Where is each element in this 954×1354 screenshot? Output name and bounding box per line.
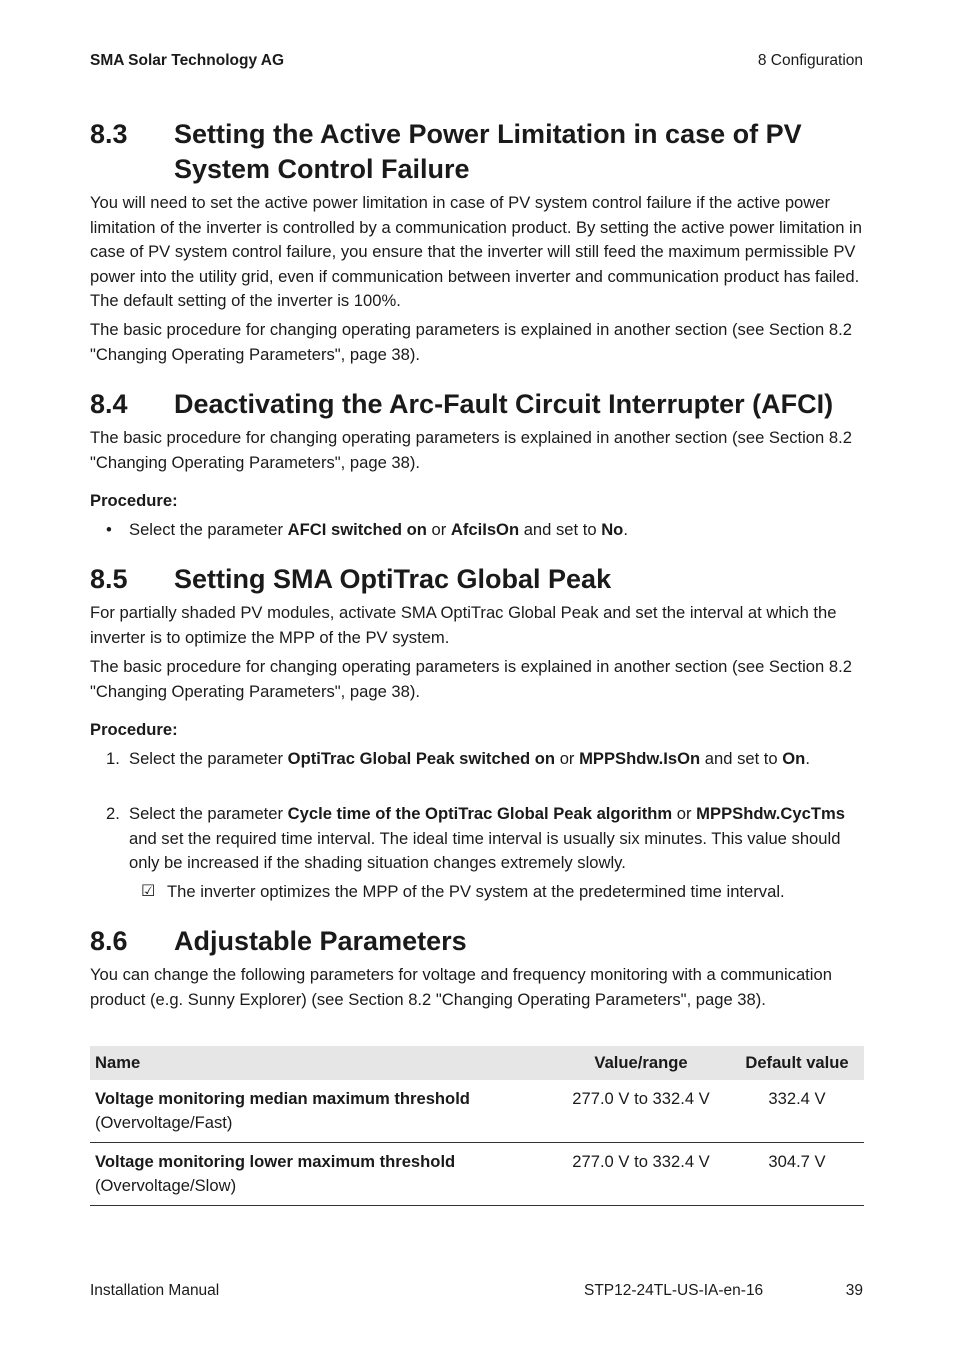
- procedure-result: The inverter optimizes the MPP of the PV system at the predetermined time interval.: [167, 882, 785, 901]
- parameter-value: No: [601, 520, 624, 539]
- default-value: 332.4 V: [730, 1080, 864, 1143]
- section-number: 8.3: [90, 119, 128, 149]
- section-8-4-heading: [90, 387, 870, 422]
- parameter-name: MPPShdw.CycTms: [696, 804, 845, 823]
- procedure-step-1: Select the parameter OptiTrac Global Peak switched on or MPPShdw.IsOn and set to On.: [129, 749, 810, 768]
- parameter-sub: (Overvoltage/Fast): [95, 1113, 233, 1132]
- section-title: Deactivating the Arc-Fault Circuit Interrupter (AFCI): [174, 389, 834, 419]
- checkbox-checked-icon: ☑: [141, 883, 156, 900]
- section-title: Setting the Active Power Limitation in case of PV System Control Failure: [174, 119, 802, 184]
- section-number: 8.5: [90, 564, 128, 594]
- parameter-name: Cycle time of the OptiTrac Global Peak algorithm: [287, 804, 673, 823]
- parameters-table: [90, 1046, 864, 1206]
- header-company: SMA Solar Technology AG: [90, 52, 285, 69]
- bullet-icon: •: [106, 520, 112, 539]
- section-8-6-heading: [90, 924, 870, 959]
- parameter-value: On: [782, 749, 806, 768]
- section-title: Setting SMA OptiTrac Global Peak: [174, 564, 612, 594]
- value-range: 277.0 V to 332.4 V: [552, 1143, 730, 1206]
- parameter-name: MPPShdw.IsOn: [579, 749, 701, 768]
- table-row: [90, 1080, 864, 1143]
- section-number: 8.6: [90, 926, 128, 956]
- section-number: 8.4: [90, 389, 128, 419]
- table-header-row: [90, 1046, 864, 1080]
- column-header-name: Name: [90, 1046, 552, 1080]
- parameter-cell: [90, 1143, 552, 1206]
- footer-page-number: 39: [845, 1282, 863, 1299]
- procedure-label: Procedure:: [90, 491, 178, 510]
- parameter-sub: (Overvoltage/Slow): [95, 1176, 237, 1195]
- header-chapter: 8 Configuration: [757, 52, 863, 69]
- column-header-default: Default value: [730, 1046, 864, 1080]
- section-8-5-paragraph-1: For partially shaded PV modules, activate SMA OptiTrac Global Peak and set the interval at which the inverter is to optimize the MPP of the PV system.: [90, 603, 837, 647]
- parameter-name: AfciIsOn: [450, 520, 520, 539]
- section-8-4-paragraph-1: The basic procedure for changing operating parameters is explained in another section (see Section 8.2 "Changing Operating Parameters", page 38).: [90, 428, 852, 472]
- section-8-5-heading: [90, 562, 870, 597]
- parameter-name: Voltage monitoring lower maximum threshold: [95, 1152, 456, 1171]
- procedure-label: Procedure:: [90, 720, 178, 739]
- parameter-name: AFCI switched on: [287, 520, 427, 539]
- footer-code: STP12-24TL-US-IA-en-16: [584, 1282, 764, 1299]
- footer-document: Installation Manual: [90, 1282, 220, 1299]
- section-8-3-paragraph-2: The basic procedure for changing operating parameters is explained in another section (see Section 8.2 "Changing Operating Parameters", page 38).: [90, 320, 852, 364]
- step-number: 1.: [106, 749, 120, 768]
- step-number: 2.: [106, 804, 120, 823]
- section-8-3-heading: [90, 117, 870, 187]
- parameter-name: Voltage monitoring median maximum threshold: [95, 1089, 470, 1108]
- procedure-step: Select the parameter AFCI switched on or AfciIsOn and set to No.: [129, 520, 628, 539]
- parameter-cell: [90, 1080, 552, 1143]
- section-8-5-paragraph-2: The basic procedure for changing operating parameters is explained in another section (see Section 8.2 "Changing Operating Parameters", page 38).: [90, 657, 852, 701]
- procedure-step-2: Select the parameter Cycle time of the OptiTrac Global Peak algorithm or MPPShdw.CycTms and set the required time interval. The ideal time interval is usually six minutes. This value should only be increased if the shading situation changes extremely slowly.: [129, 804, 845, 872]
- section-8-6-paragraph-1: You can change the following parameters for voltage and frequency monitoring with a communication product (e.g. Sunny Explorer) (see Section 8.2 "Changing Operating Parameters", page 38).: [90, 965, 832, 1009]
- column-header-range: Value/range: [552, 1046, 730, 1080]
- default-value: 304.7 V: [730, 1143, 864, 1206]
- value-range: 277.0 V to 332.4 V: [552, 1080, 730, 1143]
- section-title: Adjustable Parameters: [174, 926, 467, 956]
- parameter-name: OptiTrac Global Peak switched on: [287, 749, 556, 768]
- section-8-3-paragraph-1: You will need to set the active power limitation in case of PV system control failure if the active power limitation of the inverter is controlled by a communication product. By setting the active power limitation in case of PV system control failure, you ensure that the inverter will still feed the maximum permissible PV power into the utility grid, even if communication between inverter and communication product has failed. The default setting of the inverter is 100%.: [90, 193, 862, 310]
- table-row: [90, 1143, 864, 1206]
